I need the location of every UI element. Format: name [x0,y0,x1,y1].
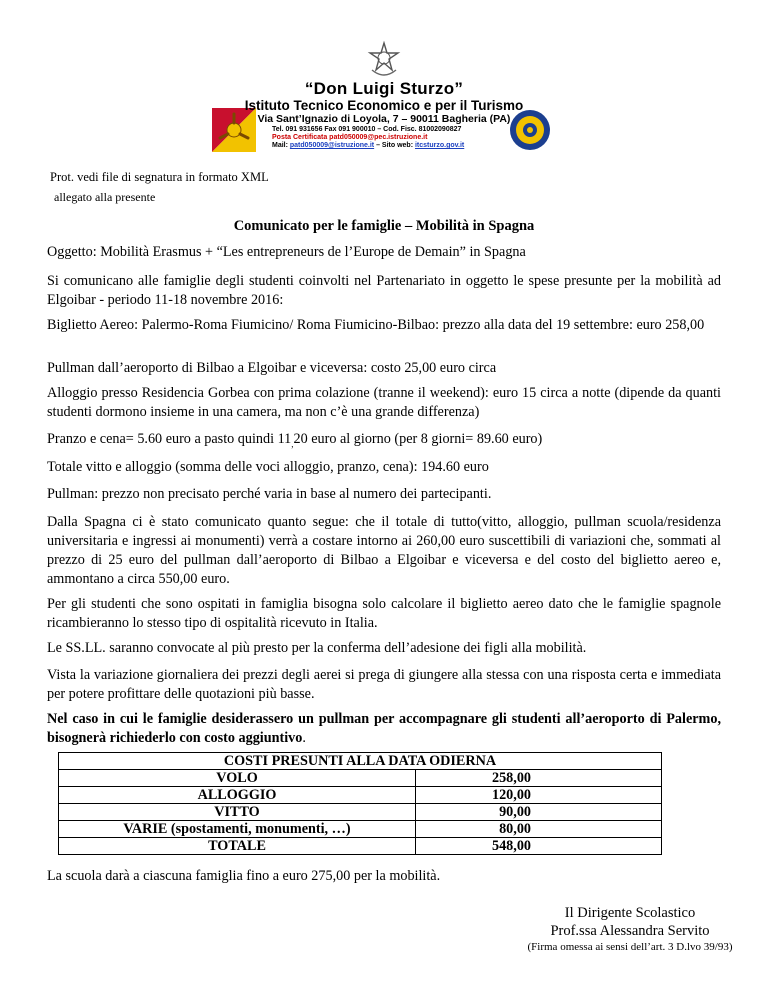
meals-cost-paragraph [47,430,721,454]
bus-request-end: . [302,730,306,746]
cost-table-header: COSTI PRESUNTI ALLA DATA ODIERNA [59,753,662,770]
cost-value: 548,00 [416,838,662,855]
protocol-attachment-line: allegato alla presente [54,190,156,204]
subject-line: Oggetto: Mobilità Erasmus + “Les entrepreneurs de l’Europe de Demain” in Spagna [47,244,526,260]
protocol-line: Prot. vedi file di segnatura in formato XML [50,170,269,184]
web-prefix: – Sito web: [374,142,415,149]
signature-note: (Firma omessa ai sensi dell’art. 3 D.lvo 39/93) [527,941,733,953]
cost-value: 258,00 [416,770,662,787]
school-phone-line: Tel. 091 931656 Fax 091 900010 – Cod. Fisc. 81002090827 [272,126,462,133]
cost-value: 90,00 [416,804,662,821]
school-name: “Don Luigi Sturzo” [304,79,464,98]
table-row [59,770,662,787]
board-total-paragraph: Totale vitto e alloggio (somma delle voci alloggio, pranzo, cena): 194.60 euro [47,459,489,475]
bus-cost-paragraph: Pullman dall’aeroporto di Bilbao a Elgoibar e viceversa: costo 25,00 euro circa [47,360,497,376]
table-row [59,804,662,821]
table-row [59,838,662,855]
bus-request-paragraph [47,710,721,748]
signature-role: Il Dirigente Scolastico [564,905,696,921]
school-pec-line: Posta Certificata patd050009@pec.istruzione.it [272,134,428,141]
cost-label: ALLOGGIO [59,787,416,804]
lodging-cost-paragraph: Alloggio presso Residencia Gorbea con prima colazione (tranne il weekend): euro 15 circa a notte (dipende da quanti studenti dormono insieme in una camera, ma non c’è una grande differenza) [47,385,721,420]
italian-republic-emblem-icon [364,40,404,80]
cost-label: VOLO [59,770,416,787]
school-subtitle: Istituto Tecnico Economico e per il Turismo [244,98,524,113]
signature-name: Prof.ssa Alessandra Servito [550,923,710,939]
cost-label: VARIE (spostamenti, monumenti, …) [59,821,416,838]
table-row [59,821,662,838]
cost-label: TOTALE [59,838,416,855]
bus-request-text: Nel caso in cui le famiglie desiderassero un pullman per accompagnare gli studenti all’aeroporto di Palermo, bisognerà richiederlo con costo aggiuntivo [47,711,721,746]
cost-value: 120,00 [416,787,662,804]
meals-text-end: 20 euro al giorno (per 8 giorni= 89.60 euro) [293,431,543,447]
school-contribution-paragraph: La scuola darà a ciascuna famiglia fino a euro 275,00 per la mobilità. [47,868,441,884]
school-mail-line [272,142,496,151]
flight-cost-paragraph: Biglietto Aereo: Palermo-Roma Fiumicino/ Roma Fiumicino-Bilbao: prezzo alla data del 19 settembre: euro 258,00 [47,317,705,333]
table-row [59,787,662,804]
mail-prefix: Mail: [272,142,290,149]
cost-table [58,752,662,855]
web-link[interactable]: itcsturzo.gov.it [414,142,465,149]
meals-text-sub: , [291,438,294,449]
intro-paragraph: Si comunicano alle famiglie degli studenti coinvolti nel Partenariato in oggetto le spese presunte per la mobilità ad Elgoibar - periodo 11-18 novembre 2016: [47,273,721,308]
mail-link[interactable]: patd050009@istruzione.it [289,142,375,149]
convocation-paragraph: Le SS.LL. saranno convocate al più presto per la conferma dell’adesione dei figli alla mobilità. [47,640,587,656]
meals-text-start: Pranzo e cena= 5.60 euro a pasto quindi 11 [47,431,292,447]
host-family-paragraph: Per gli studenti che sono ospitati in famiglia bisogna solo calcolare il biglietto aereo dato che le famiglie spagnole ricambieranno lo stesso tipo di ospitalità ricevuto in Italia. [47,596,721,631]
spain-communication-paragraph: Dalla Spagna ci è stato comunicato quanto segue: che il totale di tutto(vitto, alloggio, pullman scuola/residenza universitaria e ingressi ai monumenti) verrà a costare intorno ai 260,00 euro suscettibili di variazioni che, sommati al prezzo di 25 euro del pullman dall’aeroporto di Bilbao a Elgoibar e viceversa e del costo del biglietto aereo e, ammontano a circa 550,00 euro. [47,514,721,587]
price-variation-paragraph: Vista la variazione giornaliera dei prezzi degli aerei si prega di giungere alla stessa con una risposta certa e immediata per potere profittare delle quotazioni più basse. [47,667,721,702]
bus-price-paragraph: Pullman: prezzo non precisato perché varia in base al numero dei partecipanti. [47,486,492,502]
cost-value: 80,00 [416,821,662,838]
cost-label: VITTO [59,804,416,821]
school-address: Via Sant’Ignazio di Loyola, 7 – 90011 Bagheria (PA) [257,113,511,125]
document-title: Comunicato per le famiglie – Mobilità in Spagna [233,218,535,234]
cost-table-header-row [59,753,662,770]
